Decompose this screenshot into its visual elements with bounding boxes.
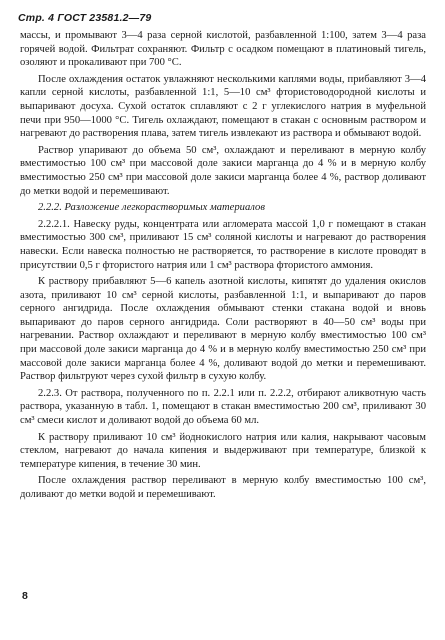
document-body: [20, 29, 426, 505]
paragraph: После охлаждения раствор переливают в мерную колбу вместимостью 100 см³, доливают до метки водой и перемешивают.: [20, 475, 426, 500]
paragraph: 2.2.2.1. Навеску руды, концентрата или агломерата массой 1,0 г помещают в стакан вместимостью 300 см³, приливают 15 см³ соляной кислоты и нагревают до растворения навески. Если навеска полностью не растворяется, то растворение в кислоте проводят в присутствии 0,5 г фтористого натрия или 1 см³ раствора фтористого аммония.: [20, 218, 426, 271]
paragraph: К раствору прибавляют 5—6 капель азотной кислоты, кипятят до удаления окислов азота, приливают 10 см³ серной кислоты, разбавленной 1:1, и выпаривают до паров серного ангидрида. После охлаждения обмывают стенки стакана водой и вновь выпаривают до паров серного ангидрида. Соли растворяют в 40—50 см³ воды при нагревании. Раствор охлаждают и переливают в мерную колбу вместимостью 100 см³ при массовой доле закиси марганца до 4 % и в мерную колбу вместимостью 250 см³ при массовой доле закиси марганца более 4 %, доливают водой до метки и перемешивают. Раствор фильтруют через сухой фильтр в сухую колбу.: [20, 276, 426, 383]
page-header: Стр. 4 ГОСТ 23581.2—79: [18, 12, 152, 24]
paragraph: После охлаждения остаток увлажняют несколькими каплями воды, прибавляют 3—4 капли серной кислоты, разбавленной 1:1, 5—10 см³ фтористоводородной кислоты и выпаривают досуха. Сухой остаток сплавляют с 2 г углекислого натрия в муфельной печи при 950—1000 °С. Тигель охлаждают, помещают в стакан с основным раствором и нагревают до растворения плава, затем тигель извлекают из раствора и обмывают водой.: [20, 73, 426, 140]
paragraph: массы, и промывают 3—4 раза серной кислотой, разбавленной 1:100, затем 3—4 раза горячей водой. Фильтрат сохраняют. Фильтр с осадком помещают в платиновый тигель, озоляют и прокаливают при 700 °С.: [20, 30, 426, 69]
paragraph: 2.2.3. От раствора, полученного по п. 2.2.1 или п. 2.2.2, отбирают аликвотную часть раствора, указанную в табл. 1, помещают в стакан вместимостью 200 см³, приливают 30 см³ смеси кислот и доливают водой до объема 60 мл.: [20, 387, 426, 427]
paragraph: Раствор упаривают до объема 50 см³, охлаждают и переливают в мерную колбу вместимостью 100 см³ при массовой доле закиси марганца до 4 % и в мерную колбу вместимостью 250 см³ при массовой доле закиси марганца более 4 %, раствор доливают до метки водой и перемешивают.: [20, 144, 426, 197]
paragraph: К раствору приливают 10 см³ йоднокислого натрия или калия, накрывают часовым стеклом, нагревают до начала кипения и выдерживают при температуре, близкой к температуре кипения, в течение 30 мин.: [20, 431, 426, 470]
page-footer-mark: 8: [22, 590, 28, 602]
section-heading: 2.2.2. Разложение легкорастворимых материалов: [38, 202, 265, 214]
